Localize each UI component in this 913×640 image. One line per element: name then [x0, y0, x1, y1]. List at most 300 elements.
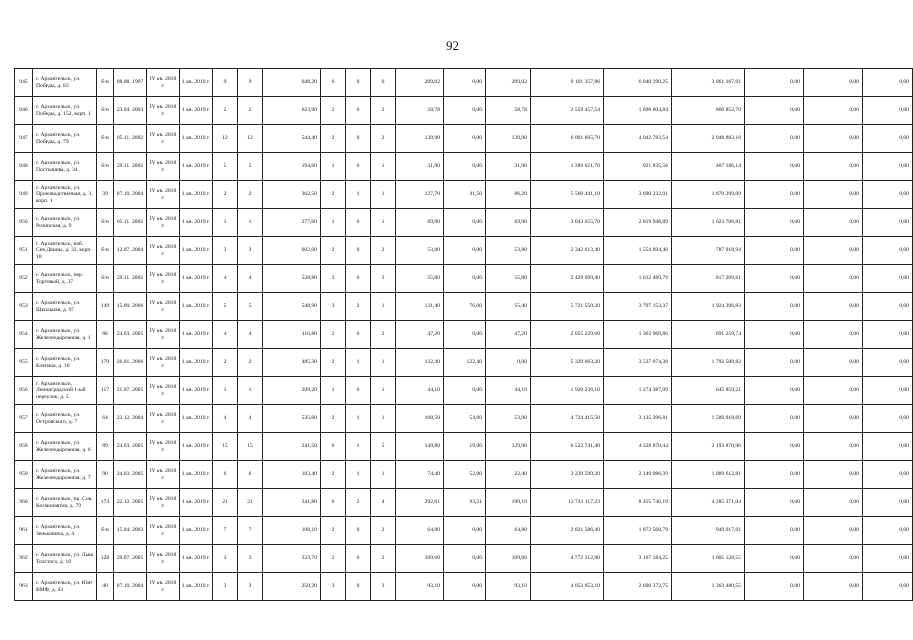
value-cell: 0,00: [863, 293, 913, 321]
address-cell: г. Архангельск, ул. Розинская, д. 9: [33, 209, 97, 237]
count-cell: 2: [321, 405, 346, 433]
count-cell: 2: [346, 293, 371, 321]
area-cell: 109,60: [486, 545, 531, 573]
value-cell: 0,00: [745, 97, 804, 125]
count-cell: 1: [371, 405, 396, 433]
count-cell: 6: [321, 69, 346, 97]
planned-start-cell: IV кв. 2018 г.: [147, 545, 180, 573]
cost-cell: 1 554 694,46: [604, 237, 672, 265]
cost-cell: 467 186,14: [672, 153, 745, 181]
doc-number-cell: 179: [97, 349, 114, 377]
area-cell: 194,60: [263, 153, 321, 181]
value-cell: 0,00: [863, 433, 913, 461]
cost-cell: 1 363 969,86: [604, 321, 672, 349]
doc-date-cell: 08.08. 1997: [114, 69, 147, 97]
value-cell: 0,00: [804, 69, 863, 97]
count-cell: 2: [321, 349, 346, 377]
address-cell: г. Архангельск, ул. Железнодорожная, д. 1: [33, 321, 97, 349]
row-number-cell: 963: [15, 573, 33, 601]
cost-cell: 1 023 706,81: [672, 209, 745, 237]
count-cell: 3: [321, 293, 346, 321]
address-cell: г. Архангельск, ул. Победы, д. 152, корп. 1: [33, 97, 97, 125]
count-cell: 3: [213, 573, 238, 601]
area-cell: 52,00: [444, 461, 486, 489]
cost-cell: 2 048 882,16: [672, 125, 745, 153]
value-cell: 0,00: [863, 349, 913, 377]
address-cell: г. Архангельск, ул. Школьная, д. 97: [33, 293, 97, 321]
total-cost-cell: 3 043 655,70: [531, 209, 604, 237]
count-cell: 1: [371, 181, 396, 209]
area-cell: 528,80: [263, 265, 321, 293]
count-cell: 2: [346, 489, 371, 517]
cost-cell: 1 589 018,69: [672, 405, 745, 433]
value-cell: 0,00: [745, 461, 804, 489]
cost-cell: 921 835,56: [604, 153, 672, 181]
count-cell: 1: [371, 377, 396, 405]
address-cell: г. Архангельск, ул. Островского, д. 7: [33, 405, 97, 433]
value-cell: 0,00: [804, 181, 863, 209]
planned-end-cell: 1 кв. 2019 г.: [180, 489, 213, 517]
area-cell: 0,00: [444, 237, 486, 265]
doc-date-cell: 26.01. 2006: [114, 349, 147, 377]
area-cell: 76,00: [444, 293, 486, 321]
table-row: [15, 265, 913, 293]
doc-date-cell: 23.12. 2004: [114, 405, 147, 433]
planned-end-cell: 1 кв. 2019 г.: [180, 293, 213, 321]
doc-date-cell: 05.11. 2002: [114, 125, 147, 153]
row-number-cell: 960: [15, 489, 33, 517]
count-cell: 0: [346, 209, 371, 237]
table-row: [15, 125, 913, 153]
count-cell: 0: [346, 153, 371, 181]
area-cell: 209,20: [263, 377, 321, 405]
planned-start-cell: IV кв. 2018 г.: [147, 321, 180, 349]
address-cell: г. Архангельск, ул. Железнодорожная, д. 7: [33, 461, 97, 489]
cost-cell: 691 259,74: [672, 321, 745, 349]
area-cell: 64,80: [486, 517, 531, 545]
total-cost-cell: 5 329 663,20: [531, 349, 604, 377]
cost-cell: 1 363 480,55: [672, 573, 745, 601]
value-cell: 0,00: [745, 293, 804, 321]
count-cell: 0: [346, 97, 371, 125]
total-cost-cell: 2 342 613,40: [531, 237, 604, 265]
planned-start-cell: IV кв. 2018 г.: [147, 405, 180, 433]
cost-cell: 4 328 870,44: [604, 433, 672, 461]
count-cell: 2: [321, 517, 346, 545]
doc-number-cell: 90: [97, 461, 114, 489]
area-cell: 209,02: [396, 69, 444, 97]
count-cell: 4: [371, 489, 396, 517]
table-row: [15, 153, 913, 181]
table-body: [15, 69, 913, 601]
cost-cell: 949 017,61: [672, 517, 745, 545]
count-cell: 0: [346, 573, 371, 601]
cost-cell: 1 872 568,79: [604, 517, 672, 545]
planned-end-cell: 1 кв. 2019 г.: [180, 69, 213, 97]
doc-date-cell: 24.03. 2005: [114, 433, 147, 461]
value-cell: 0,00: [745, 573, 804, 601]
count-cell: 3: [238, 545, 263, 573]
doc-number-cell: б/н: [97, 517, 114, 545]
row-number-cell: 956: [15, 377, 33, 405]
doc-date-cell: 15.04. 2003: [114, 517, 147, 545]
table-row: [15, 461, 913, 489]
value-cell: 0,00: [804, 517, 863, 545]
count-cell: 3: [213, 545, 238, 573]
count-cell: 2: [371, 545, 396, 573]
planned-end-cell: 1 кв. 2019 г.: [180, 265, 213, 293]
value-cell: 0,00: [804, 405, 863, 433]
count-cell: 4: [238, 321, 263, 349]
value-cell: 0,00: [804, 461, 863, 489]
count-cell: 12: [213, 125, 238, 153]
count-cell: 3: [238, 237, 263, 265]
count-cell: 9: [238, 69, 263, 97]
area-cell: 22,40: [486, 461, 531, 489]
planned-start-cell: IV кв. 2018 г.: [147, 489, 180, 517]
area-cell: 623,90: [263, 97, 321, 125]
value-cell: 0,00: [745, 349, 804, 377]
value-cell: 0,00: [863, 405, 913, 433]
value-cell: 0,00: [745, 69, 804, 97]
area-cell: 149,80: [396, 433, 444, 461]
count-cell: 9: [213, 69, 238, 97]
doc-number-cell: 117: [97, 377, 114, 405]
total-cost-cell: 2 559 457,54: [531, 97, 604, 125]
total-cost-cell: 5 560 441,10: [531, 181, 604, 209]
area-cell: 122,40: [396, 349, 444, 377]
doc-date-cell: 07.10. 2004: [114, 181, 147, 209]
area-cell: 41,50: [444, 181, 486, 209]
count-cell: 4: [238, 265, 263, 293]
count-cell: 2: [371, 237, 396, 265]
planned-start-cell: IV кв. 2018 г.: [147, 237, 180, 265]
value-cell: 0,00: [804, 153, 863, 181]
area-cell: 0,00: [444, 321, 486, 349]
doc-number-cell: б/н: [97, 237, 114, 265]
area-cell: 31,90: [396, 153, 444, 181]
area-cell: 139,90: [396, 125, 444, 153]
area-cell: 19,90: [444, 433, 486, 461]
count-cell: 5: [238, 153, 263, 181]
planned-end-cell: 1 кв. 2019 г.: [180, 125, 213, 153]
area-cell: 44,10: [396, 377, 444, 405]
area-cell: 0,00: [444, 545, 486, 573]
total-cost-cell: 4 053 653,10: [531, 573, 604, 601]
row-number-cell: 947: [15, 125, 33, 153]
planned-start-cell: IV кв. 2018 г.: [147, 265, 180, 293]
planned-start-cell: IV кв. 2018 г.: [147, 461, 180, 489]
count-cell: 1: [371, 153, 396, 181]
planned-start-cell: IV кв. 2018 г.: [147, 573, 180, 601]
cost-cell: 3 797 153,37: [604, 293, 672, 321]
doc-number-cell: 89: [97, 433, 114, 461]
count-cell: 1: [238, 377, 263, 405]
count-cell: 3: [213, 237, 238, 265]
row-number-cell: 959: [15, 461, 33, 489]
table-row: [15, 97, 913, 125]
cost-cell: 3 167 184,25: [604, 545, 672, 573]
value-cell: 0,00: [745, 153, 804, 181]
doc-date-cell: 12.07. 2004: [114, 237, 147, 265]
area-cell: 139,90: [486, 125, 531, 153]
planned-end-cell: 1 кв. 2019 г.: [180, 405, 213, 433]
area-cell: 116,80: [263, 321, 321, 349]
value-cell: 0,00: [863, 517, 913, 545]
doc-date-cell: 29.07. 2005: [114, 545, 147, 573]
count-cell: 1: [371, 349, 396, 377]
area-cell: 129,90: [486, 433, 531, 461]
area-cell: 108,50: [396, 405, 444, 433]
doc-number-cell: б/н: [97, 209, 114, 237]
table-row: [15, 181, 913, 209]
planned-start-cell: IV кв. 2018 г.: [147, 181, 180, 209]
count-cell: 3: [371, 573, 396, 601]
row-number-cell: 958: [15, 433, 33, 461]
total-cost-cell: 2 055 229,60: [531, 321, 604, 349]
cost-cell: 787 918,94: [672, 237, 745, 265]
value-cell: 0,00: [745, 209, 804, 237]
count-cell: 7: [213, 517, 238, 545]
count-cell: 1: [238, 209, 263, 237]
count-cell: 4: [238, 405, 263, 433]
value-cell: 0,00: [804, 97, 863, 125]
planned-end-cell: 1 кв. 2019 г.: [180, 97, 213, 125]
resettlement-table: [14, 68, 913, 601]
doc-number-cell: 40: [97, 573, 114, 601]
area-cell: 0,00: [444, 377, 486, 405]
area-cell: 127,70: [396, 181, 444, 209]
total-cost-cell: 2 429 699,40: [531, 265, 604, 293]
planned-start-cell: IV кв. 2018 г.: [147, 209, 180, 237]
total-cost-cell: 5 721 550,20: [531, 293, 604, 321]
row-number-cell: 957: [15, 405, 33, 433]
value-cell: 0,00: [863, 545, 913, 573]
row-number-cell: 949: [15, 181, 33, 209]
cost-cell: 2 149 986,39: [604, 461, 672, 489]
count-cell: 6: [321, 433, 346, 461]
value-cell: 0,00: [804, 349, 863, 377]
count-cell: 0: [346, 517, 371, 545]
area-cell: 485,30: [263, 349, 321, 377]
planned-end-cell: 1 кв. 2019 г.: [180, 517, 213, 545]
row-number-cell: 961: [15, 517, 33, 545]
doc-date-cell: 07.10. 2004: [114, 573, 147, 601]
total-cost-cell: 1 389 021,70: [531, 153, 604, 181]
value-cell: 0,00: [863, 461, 913, 489]
row-number-cell: 946: [15, 97, 33, 125]
count-cell: 1: [321, 377, 346, 405]
area-cell: 362,50: [263, 181, 321, 209]
count-cell: 2: [238, 349, 263, 377]
total-cost-cell: 6 522 741,40: [531, 433, 604, 461]
doc-date-cell: 15.09. 2006: [114, 293, 147, 321]
area-cell: 0,00: [444, 97, 486, 125]
planned-start-cell: IV кв. 2018 г.: [147, 349, 180, 377]
count-cell: 6: [213, 461, 238, 489]
table-row: [15, 545, 913, 573]
cost-cell: 3 135 396,81: [604, 405, 672, 433]
total-cost-cell: 12 741 117,23: [531, 489, 604, 517]
planned-start-cell: IV кв. 2018 г.: [147, 125, 180, 153]
area-cell: 58,78: [486, 97, 531, 125]
total-cost-cell: 9 101 357,86: [531, 69, 604, 97]
area-cell: 0,00: [444, 573, 486, 601]
count-cell: 2: [238, 181, 263, 209]
area-cell: 544,40: [263, 125, 321, 153]
row-number-cell: 945: [15, 69, 33, 97]
count-cell: 1: [371, 461, 396, 489]
area-cell: 55,80: [486, 265, 531, 293]
address-cell: г. Архангельск, ул. Зеньковича, д. 4: [33, 517, 97, 545]
cost-cell: 8 455 746,19: [604, 489, 672, 517]
doc-date-cell: 22.12. 2005: [114, 489, 147, 517]
doc-number-cell: 174: [97, 489, 114, 517]
row-number-cell: 953: [15, 293, 33, 321]
count-cell: 0: [346, 377, 371, 405]
area-cell: 53,80: [486, 237, 531, 265]
row-number-cell: 954: [15, 321, 33, 349]
area-cell: 535,60: [263, 405, 321, 433]
area-cell: 55,40: [486, 293, 531, 321]
table-row: [15, 293, 913, 321]
value-cell: 0,00: [745, 265, 804, 293]
doc-date-cell: 29.11. 2002: [114, 265, 147, 293]
count-cell: 2: [371, 97, 396, 125]
doc-number-cell: 64: [97, 405, 114, 433]
area-cell: 64,80: [396, 517, 444, 545]
planned-start-cell: IV кв. 2018 г.: [147, 153, 180, 181]
cost-cell: 3 690 232,01: [604, 181, 672, 209]
count-cell: 2: [213, 181, 238, 209]
area-cell: 0,00: [444, 517, 486, 545]
planned-start-cell: IV кв. 2018 г.: [147, 97, 180, 125]
cost-cell: 1 089 612,81: [672, 461, 745, 489]
address-cell: г. Архангельск, ул. Постышева, д. 34: [33, 153, 97, 181]
count-cell: 4: [213, 405, 238, 433]
cost-cell: 1 698 604,84: [604, 97, 672, 125]
area-cell: 93,10: [486, 573, 531, 601]
page-number: 92: [446, 38, 459, 53]
doc-number-cell: б/н: [97, 125, 114, 153]
cost-cell: 6 040 190,25: [604, 69, 672, 97]
planned-start-cell: IV кв. 2018 г.: [147, 433, 180, 461]
value-cell: 0,00: [863, 573, 913, 601]
cost-cell: 860 852,70: [672, 97, 745, 125]
area-cell: 31,90: [486, 153, 531, 181]
count-cell: 21: [238, 489, 263, 517]
row-number-cell: 950: [15, 209, 33, 237]
address-cell: г. Архангельск, ул. Юнг ВМФ, д. 43: [33, 573, 97, 601]
value-cell: 0,00: [863, 489, 913, 517]
planned-end-cell: 1 кв. 2019 г.: [180, 433, 213, 461]
area-cell: 292,61: [396, 489, 444, 517]
planned-end-cell: 1 кв. 2019 г.: [180, 237, 213, 265]
area-cell: 69,90: [396, 209, 444, 237]
value-cell: 0,00: [745, 321, 804, 349]
value-cell: 0,00: [745, 181, 804, 209]
area-cell: 53,80: [396, 237, 444, 265]
count-cell: 5: [238, 293, 263, 321]
count-cell: 4: [213, 265, 238, 293]
value-cell: 0,00: [863, 237, 913, 265]
address-cell: г. Архангельск, ул. Победы, д. 83: [33, 69, 97, 97]
area-cell: 199,10: [486, 489, 531, 517]
doc-number-cell: б/н: [97, 153, 114, 181]
planned-end-cell: 1 кв. 2019 г.: [180, 321, 213, 349]
count-cell: 1: [321, 153, 346, 181]
value-cell: 0,00: [863, 377, 913, 405]
count-cell: 21: [213, 489, 238, 517]
count-cell: 1: [371, 209, 396, 237]
count-cell: 1: [321, 209, 346, 237]
table-row: [15, 209, 913, 237]
area-cell: 54,60: [444, 405, 486, 433]
value-cell: 0,00: [804, 293, 863, 321]
value-cell: 0,00: [804, 377, 863, 405]
count-cell: 0: [346, 237, 371, 265]
count-cell: 1: [213, 377, 238, 405]
value-cell: 0,00: [804, 125, 863, 153]
count-cell: 1: [346, 181, 371, 209]
area-cell: 277,60: [263, 209, 321, 237]
table-row: [15, 349, 913, 377]
value-cell: 0,00: [745, 237, 804, 265]
address-cell: г. Архангельск, наб. Сев.Двины, д. 32, корп. 10: [33, 237, 97, 265]
area-cell: 548,90: [263, 293, 321, 321]
total-cost-cell: 6 091 665,70: [531, 125, 604, 153]
count-cell: 1: [346, 405, 371, 433]
area-cell: 602,00: [263, 237, 321, 265]
doc-number-cell: 39: [97, 181, 114, 209]
area-cell: 0,00: [444, 125, 486, 153]
doc-date-cell: 05.11. 2002: [114, 209, 147, 237]
area-cell: 0,00: [444, 69, 486, 97]
value-cell: 0,00: [863, 153, 913, 181]
value-cell: 0,00: [804, 265, 863, 293]
planned-end-cell: 1 кв. 2019 г.: [180, 545, 213, 573]
value-cell: 0,00: [863, 265, 913, 293]
planned-end-cell: 1 кв. 2019 г.: [180, 461, 213, 489]
count-cell: 0: [346, 69, 371, 97]
area-cell: 55,80: [396, 265, 444, 293]
doc-number-cell: 149: [97, 293, 114, 321]
count-cell: 2: [321, 237, 346, 265]
row-number-cell: 955: [15, 349, 33, 377]
cost-cell: 1 792 588,82: [672, 349, 745, 377]
value-cell: 0,00: [863, 97, 913, 125]
value-cell: 0,00: [804, 433, 863, 461]
planned-start-cell: IV кв. 2018 г.: [147, 517, 180, 545]
planned-end-cell: 1 кв. 2019 г.: [180, 573, 213, 601]
count-cell: 0: [346, 265, 371, 293]
cost-cell: 817 209,61: [672, 265, 745, 293]
row-number-cell: 952: [15, 265, 33, 293]
count-cell: 3: [371, 265, 396, 293]
count-cell: 5: [371, 433, 396, 461]
count-cell: 2: [238, 97, 263, 125]
address-cell: г. Архангельск, ул. Железнодорожная, д. 6: [33, 433, 97, 461]
cost-cell: 1 605 128,55: [672, 545, 745, 573]
area-cell: 108,10: [263, 517, 321, 545]
count-cell: 2: [371, 125, 396, 153]
doc-date-cell: 29.11. 2002: [114, 153, 147, 181]
doc-number-cell: 128: [97, 545, 114, 573]
address-cell: г. Архангельск, ул. Победы, д. 79: [33, 125, 97, 153]
area-cell: 74,40: [396, 461, 444, 489]
value-cell: 0,00: [863, 181, 913, 209]
table-row: [15, 237, 913, 265]
